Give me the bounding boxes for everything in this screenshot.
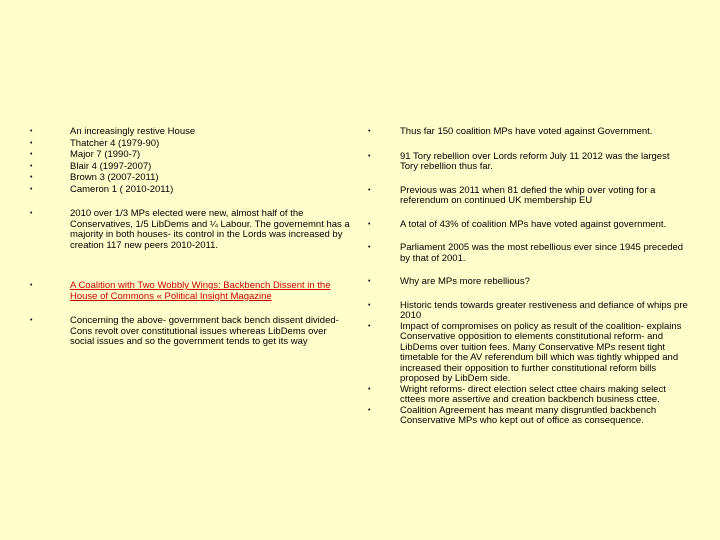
item-text: Wright reforms- direct election select cttee chairs making select cttees more assertive and creation backbench business cttee. (400, 383, 666, 405)
item-text: Coalition Agreement has meant many disgruntled backbench Conservative MPs who kept out of office as consequence. (400, 404, 657, 426)
bullet-icon: • (30, 162, 33, 170)
article-link[interactable]: A Coalition with Two Wobbly Wings: Backbench Dissent in the House of Commons « Political Insight Magazine (70, 280, 331, 302)
list-item (30, 162, 350, 173)
list-item (30, 316, 350, 348)
list-item (368, 277, 688, 288)
item-text: Previous was 2011 when 81 defied the whip over voting for a referendum on continued UK membership EU (400, 184, 656, 206)
list-item (368, 127, 688, 138)
bullet-icon: • (30, 174, 33, 181)
item-text: Concerning the above- government back bench dissent divided- Cons revolt over constitutional issues whereas LibDems over social issues and so the government tends to get its way (70, 315, 339, 347)
bullet-icon: • (30, 317, 33, 324)
bullet-icon: • (368, 186, 371, 194)
list-item (368, 220, 688, 231)
list-item (30, 173, 350, 184)
list-item (368, 406, 688, 427)
list-item (368, 243, 688, 264)
list-item (368, 186, 688, 207)
item-text: An increasingly restive House (70, 126, 196, 137)
item-text: Why are MPs more rebellious? (400, 276, 530, 287)
bullet-icon: • (30, 151, 33, 158)
bullet-icon: • (368, 406, 371, 414)
left-column (30, 127, 350, 348)
item-text: Cameron 1 ( 2010-2011) (70, 183, 174, 195)
bullet-icon: • (368, 385, 371, 393)
bullet-icon: • (368, 322, 371, 330)
list-item (368, 301, 688, 322)
item-text: Thus far 150 coalition MPs have voted against Government. (400, 126, 653, 137)
bullet-icon: • (30, 139, 33, 147)
list-item (30, 150, 350, 161)
item-text: A total of 43% of coalition MPs have voted against government. (400, 218, 667, 230)
bullet-icon: • (30, 185, 33, 193)
bullet-icon: • (368, 128, 371, 135)
item-text: Historic tends towards greater restiveness and defiance of whips pre 2010 (400, 299, 688, 321)
list-item (30, 185, 350, 196)
list-item (368, 385, 688, 406)
item-text: Blair 4 (1997-2007) (70, 160, 152, 172)
bullet-icon: • (368, 152, 371, 160)
bullet-icon: • (368, 278, 371, 285)
bullet-icon: • (30, 210, 33, 217)
item-text: Major 7 (1990-7) (70, 149, 141, 160)
bullet-icon: • (368, 244, 371, 251)
list-item (30, 139, 350, 150)
bullet-icon: • (30, 128, 33, 135)
item-text: Parliament 2005 was the most rebellious ever since 1945 preceded by that of 2001. (400, 242, 684, 264)
list-item (368, 322, 688, 385)
list-item (368, 152, 688, 173)
item-text: Thatcher 4 (1979-90) (70, 137, 160, 149)
item-text: 91 Tory rebellion over Lords reform July 11 2012 was the largest Tory rebellion thus far. (400, 150, 670, 172)
item-text: Impact of compromises on policy as result of the coalition- explains Conservative opposition to elements constitutional reform- and LibDems over tuition fees. Many Conservative MPs resent tight timetable for the AV referendum bill which was tightly whipped and increased their opposition to further constitutional reform bills proposed by LibDem side. (400, 320, 682, 384)
list-item[interactable] (30, 281, 350, 302)
bullet-icon: • (368, 220, 371, 228)
list-item (30, 209, 350, 251)
bullet-icon: • (30, 282, 33, 289)
list-item (30, 127, 350, 138)
right-column (368, 127, 688, 427)
item-text: 2010 over 1/3 MPs elected were new, almost half of the Conservatives, 1/5 LibDems and ¼ Labour. The governemnt has a majority in both houses- its control in the Lords was increased by creation 117 new peers 2010-2011. (70, 208, 350, 251)
item-text: Brown 3 (2007-2011) (70, 172, 159, 183)
bullet-icon: • (368, 301, 371, 309)
